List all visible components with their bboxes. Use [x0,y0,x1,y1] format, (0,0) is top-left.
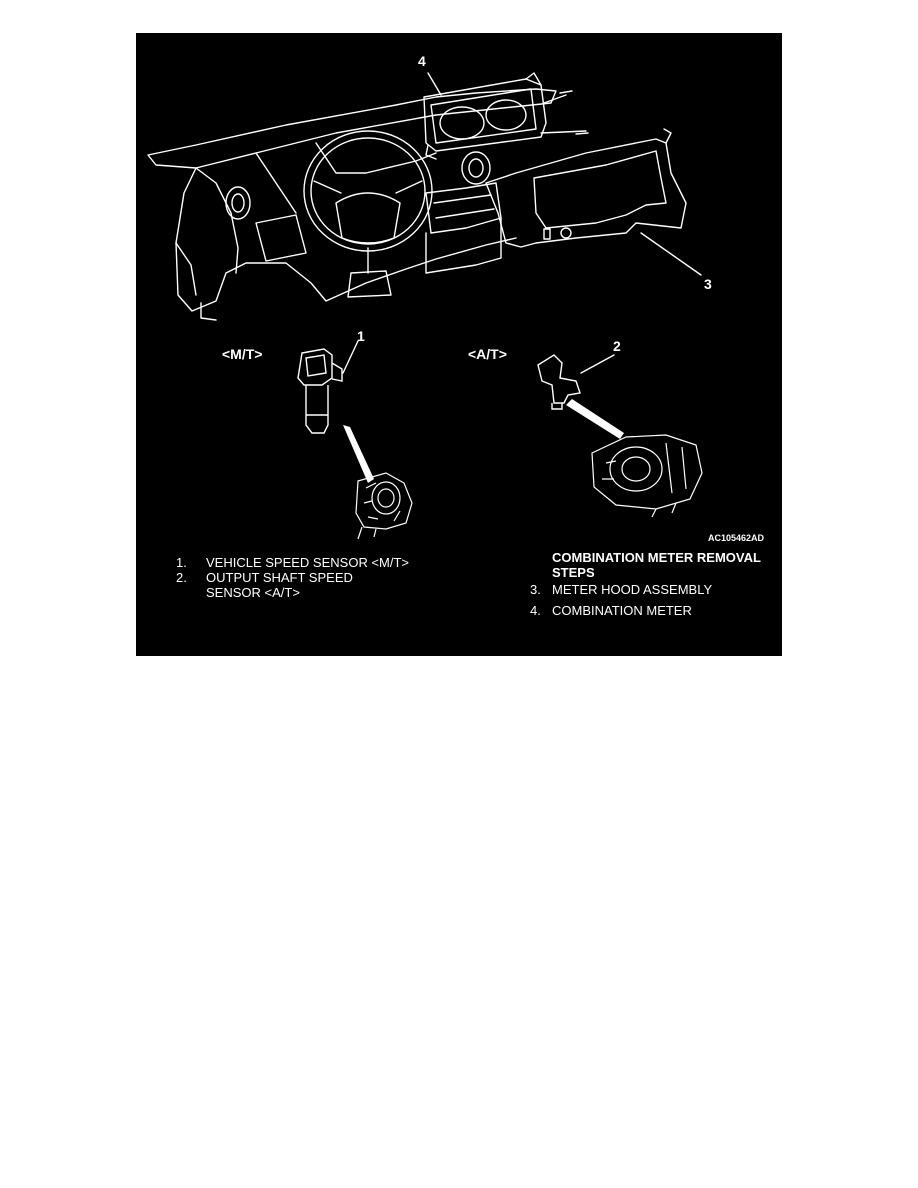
diagram-figure [136,33,782,656]
combination-meter-illustration [424,73,586,159]
legend-item-3-number: 3. [530,582,541,597]
legend-item-4 [530,603,692,618]
screw-upper [560,91,572,93]
figure-code: AC105462AD [708,533,765,543]
legend-heading-line2: STEPS [552,565,595,580]
leader-4 [428,73,441,95]
legend-item-1-text: VEHICLE SPEED SENSOR <M/T> [206,555,410,570]
callout-3: 3 [704,276,712,292]
vehicle-speed-sensor-illustration [298,349,342,433]
legend-item-1-number: 1. [176,555,187,570]
meter-hood-illustration [486,129,686,247]
variant-label-at: <A/T> [468,346,507,362]
legend-item-2-text-line2: SENSOR <A/T> [206,585,300,600]
legend-item-2 [176,570,353,600]
callout-2: 2 [613,338,621,354]
callout-4: 4 [418,53,426,69]
callout-1: 1 [357,328,365,344]
legend-heading-line1: COMBINATION METER REMOVAL [552,550,761,565]
manual-transmission-illustration [356,473,412,539]
legend-item-3 [530,582,712,597]
legend-heading [552,550,761,580]
steering-wheel-illustration [304,131,432,297]
legend-item-4-number: 4. [530,603,541,618]
leader-1 [343,341,358,373]
legend-item-3-text: METER HOOD ASSEMBLY [552,582,713,597]
pointer-mt [343,425,374,483]
variant-label-mt: <M/T> [222,346,263,362]
pointer-at [566,399,624,439]
legend-item-2-text-line1: OUTPUT SHAFT SPEED [206,570,353,585]
leader-2 [581,355,614,373]
legend-item-2-number: 2. [176,570,187,585]
leader-3 [641,233,701,275]
legend-item-1 [176,555,409,570]
legend-item-4-text: COMBINATION METER [552,603,692,618]
automatic-transmission-illustration [592,435,702,517]
screw-lower [576,133,588,134]
